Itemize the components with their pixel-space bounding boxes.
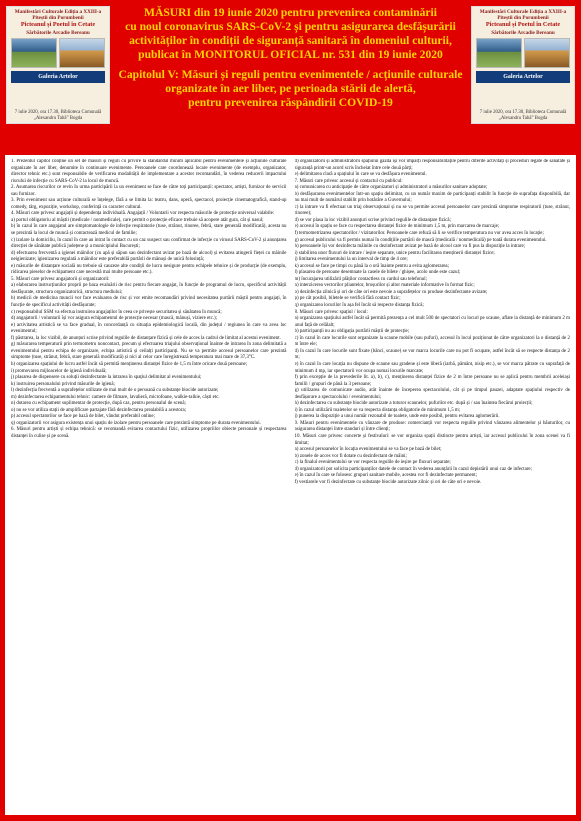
chapter-line: pentru prevenirea răspândirii COVID-19 — [188, 96, 393, 109]
thumbnail-photo — [59, 38, 105, 68]
paragraph: c) izolare la domiciliu, în cazul în care au intrat în contact cu un caz suspect sau confirmat de infecție cu virusul SARS-CoV-2 și anunțarea direcției de sănătate publică județene și a municipiului București; — [11, 237, 287, 250]
thumbnail-subtitle: Sărbătorile Arcadie Bereanu — [26, 30, 90, 36]
paragraph: f) prin excepție de la prevederile lit. a), b), c), menținerea distanței fizice de 2 m între persoane nu se aplică pentru membrii aceleiași familii / grupuri de până la 3 persoane; — [294, 375, 570, 387]
paragraph: n) interzicerea vectorilor pliantelor, broșurilor și altor materiale informative în format fizic; — [294, 283, 475, 289]
paragraph: j) plasarea de dispensere cu soluții dezinfectante la intrarea în spațiul delimitat al evenimentului; — [11, 375, 202, 381]
paragraph: 9. Măsuri pentru evenimentele cu vânzare de produse: comercianții vor respecta regulile privind vânzarea alimentelor și băuturilor, cu asigurarea distanței între standuri și între clienți; — [294, 420, 570, 433]
paragraph: e) accesul în spațiu se face cu respectarea distanței fizice de minimum 1,5 m, prin marcarea de marcaje; — [294, 224, 500, 230]
title-line: cu noul coronavirus SARS-CoV-2 și pentru asigurarea desfășurării — [125, 20, 456, 33]
paragraph: m) încurajarea utilizării plăților contactless cu cardul sau telefonul; — [294, 276, 427, 282]
text-column-left — [11, 159, 287, 811]
thumbnail-title: Picteanul și Poetul în Cetate — [20, 21, 96, 28]
document-header — [118, 6, 463, 110]
title-line: MĂSURI din 19 iunie 2020 pentru prevenirea contaminării — [144, 6, 437, 19]
title-line: activităților în condiții de siguranță sanitară în domeniul culturii, — [129, 34, 452, 47]
paragraph: p) pe cât posibil, biletele se verifică fără contact fizic; — [294, 296, 401, 302]
paragraph: f) termometrizarea spectatorilor / vizitatorilor. Persoanele care refuză să li se verifice temperatura nu vor avea acces în locație; — [294, 231, 544, 237]
paragraph: q) organizatorii vor asigura existența unui spațiu de izolare pentru persoanele care prezintă simptome pe durata evenimentului. — [11, 420, 261, 426]
paragraph: j) punerea la dispoziție a unui număr rezonabil de toalete, unde este posibil, pentru evitarea aglomerării. — [294, 414, 500, 420]
paragraph: l) plasarea de persoane desemnate la casele de bilete / ghișee, acolo unde este cazul; — [294, 270, 461, 276]
paragraph: g) utilizarea de comunicate audio, atât înainte de începerea spectacolului, cât și pe timpul pauzei, adaptate spațiului respectiv de desfășurare a spectacolului / evenimentului; — [294, 388, 570, 400]
paragraph: 6. Măsuri pentru artiști și echipa tehnică: se recomandă evitarea contactului fizic, utilizarea propriilor obiecte personale și respectarea distanței în culise și pe scenă. — [11, 427, 287, 439]
paragraph: e) măsurile de distanțare socială nu trebuie să cauzeze alte condiții de lucru nesigure pentru echipele tehnice și de producție (de exemplu, ridicarea pieselor de echipament care necesită mai multe persoane etc.). — [11, 263, 287, 276]
paragraph: b) desfășurarea evenimentelor într-un spațiu delimitat, cu un număr maxim de participanți stabilit în funcție de suprafața disponibilă, dar nu mai mult de numărul stabilit prin hotărâre a Guvernului; — [294, 191, 570, 204]
thumbnail-images — [7, 36, 109, 68]
paragraph: c) responsabilul SSM va efectua instruirea angajaților în ceea ce privește securitatea și sănătatea în muncă; — [11, 309, 222, 315]
thumbnail-photo — [524, 38, 570, 68]
paragraph: c) la intrare va fi efectuat un triaj observațional și nu se va permite accesul persoanelor care prezintă simptome respiratorii (tuse, strănut, rinoree); — [294, 204, 570, 217]
chapter-line: organizate în aer liber, pe perioada stării de alertă, — [165, 82, 416, 95]
paragraph: d) organizatorii și administratorii spațiului gazdă își vor împărți responsabilitățile pentru diferite activități și proceduri legate de sănătate și siguranță printr-un acord scris încheiat între cele două părți; — [294, 159, 570, 171]
thumbnail-title: Picteanul și Poetul în Cetate — [485, 21, 561, 28]
chapter-line: Capitolul V: Măsuri și reguli pentru evenimentele / acțiunile culturale — [118, 68, 463, 81]
paragraph: 10. Măsuri care privesc concerte și festivaluri: se vor organiza spații distincte pentru artiști, iar accesul publicului în zona scenei va fi limitat; — [294, 433, 570, 446]
paragraph: b) zonele de acces vor fi dotate cu dezinfectant de mâini; — [294, 453, 407, 459]
paragraph: i) stabilirea unor fluxuri de intrare / ieșire separate, unice pentru facilitarea menținerii distanței fizice; — [294, 250, 495, 256]
paragraph: a) portul obligatoriu al măștii (medicale / nonmedicale), care permit o protecție eficace trebuie să acopere atât gura, cât și nasul; — [11, 217, 264, 223]
paragraph: 7. Măsuri care privesc accesul și contactul cu publicul: — [294, 178, 403, 184]
paragraph: e) delimitarea clară a spațiului în care se va desfășura evenimentul. — [294, 172, 427, 178]
paragraph: a) elaborarea instrucțiunilor proprii pe baza evaluării de risc pentru fiecare angajat, în funcție de programul de lucru, specificul activității desfășurate, structura organizatorică, structura mediului; — [11, 283, 287, 295]
paragraph: q) organizarea locurilor în așa fel încât să respecte distanța fizică; — [294, 303, 424, 309]
thumbnail-top-text: Manifestări Culturale Ediția a XXIII-a Piteștii din Porumbenii — [14, 9, 102, 21]
paragraph: b) participanții nu au obligația purtării măștii de protecție; — [294, 329, 410, 335]
paragraph: i) promovarea mijloacelor de igienă individuală; — [11, 368, 107, 374]
paragraph: h) organizarea spațiului de lucru astfel încât să permită menținerea distanței fizice de 1,5 m între oricare două persoane; — [11, 361, 248, 367]
paragraph: h) persoanele își vor dezinfecta mâinile cu dezinfectant avizat pe bază de alcool care va fi pus la dispoziție la intrare; — [294, 244, 526, 250]
paragraph: g) măsurarea temperaturii prin termometru noncontact, precum și efectuarea triajului observațional înainte de intrarea în zona delimitată a evenimentului pentru echipa de organizare, echipa artistică și ceilalți participanți. Nu se va permite accesul persoanelor care prezintă simptome (tuse, strănut, febră, stare generală modificată) și nici al celor care înregistrează temperatura mai mare de 37,3°C. — [11, 342, 287, 361]
paragraph: f) vestiarele vor fi dezinfectate cu substanțe biocide autorizate zilnic și ori de câte ori e nevoie. — [294, 479, 482, 485]
thumbnail-photo — [11, 38, 57, 68]
paragraph: n) dotarea cu echipament suplimentar de protecție, după caz, pentru personalul de scenă; — [11, 401, 186, 407]
poster-thumbnail-left — [6, 6, 110, 124]
paragraph: p) accesul spectatorilor se face pe bază de bilet, vândut preferabil online; — [11, 414, 155, 420]
paragraph: h) dezinfectarea cu substanțe biocide autorizate a tuturor scaunelor, pufurilor etc. după și / sau înaintea fiecărui proiecții; — [294, 401, 533, 407]
paragraph: 8. Măsuri care privesc spațiul / locul: — [294, 309, 368, 315]
paragraph: a) comunicarea cu anticipație de către organizatori și administratori a măsurilor sanitare adoptate; — [294, 185, 488, 191]
paragraph: m) dezinfectarea echipamentului tehnic: camere de filmare, lavalieră, microfoane, walkie-talkie, căști etc. — [11, 394, 220, 400]
paragraph: a) accesul persoanelor în locația evenimentului se va face pe bază de bilet; — [294, 447, 442, 453]
paragraph: f) păstrarea, la loc vizibil, de anunțuri scrise privind regulile de distanțare fizică și cele de acces la cadrul de limitat al acestui eveniment. — [11, 335, 281, 341]
thumbnail-footer: 7 iulie 2020, ora 17.30, Biblioteca Comunală „Alexandru Tabă” Bogda — [479, 110, 567, 121]
paragraph: o) nu se vor utiliza stații de amplificare partajate fără dezinfectarea prealabilă a acestora; — [11, 407, 187, 413]
thumbnail-photo — [476, 38, 522, 68]
title-line: publicat în MONITORUL OFICIAL nr. 531 din 19 iunie 2020 — [138, 48, 443, 61]
paragraph: i) în cazul utilizării toaletelor se va respecta distanța obligatorie de minimum 1,5 m; — [294, 407, 461, 413]
poster-thumbnail-right — [471, 6, 575, 124]
paragraph: 5. Măsuri care privesc angajatorii și organizatorii: — [11, 276, 110, 282]
paragraph: c) la finalul evenimentului se vor respecta regulile de ieșire pe fluxuri separate; — [294, 460, 451, 466]
paragraph: 1. Prezentul capitol conține un set de măsuri și reguli cu privire la standardul minim aplicabil pentru evenimentele și acțiunile culturale organizate în aer liber, denumite în continuare evenimente. Persoanele care coordonează locare evenimente (de exemplu, organizator, director tehnic etc.) sunt responsabile de verificarea modalității de implementare a acestor recomandări, în vederea reducerii impactului riscului de infecție cu SARS-CoV-2 la locul de muncă. — [11, 159, 287, 184]
text-column-right — [295, 159, 571, 811]
paragraph: 2. Asumarea riscurilor ce revin în urma participării la un eveniment se face de către toți participanții: spectator, artiști, furnizor de servicii sau furnizor. — [11, 185, 287, 197]
paragraph: k) instruirea personalului privind măsurile de igienă; — [11, 381, 115, 387]
paragraph: d) organizatorii pot solicita participanților datele de contact în vederea anunțării în cazul depistării unui caz de infectare; — [294, 466, 532, 472]
thumbnail-images — [472, 36, 574, 68]
paragraph: k) accesul se face pe timpi cu până la o oră înainte pentru a evita aglomerarea; — [294, 263, 449, 269]
paragraph: o) dezinfecția zilnică și ori de câte ori este nevoie a suprafețelor cu produse dezinfectante avizate; — [294, 289, 488, 295]
paragraph: e) activitatea artistică se va face gradual, în concordanță cu situația epidemiologică locală, din județul / regiunea în care va avea loc evenimentul; — [11, 322, 287, 335]
paragraph: d) în cazul în care locurile sunt fixate (bănci, scaune) se vor marca locurile care nu pot fi ocupate, astfel încât să se respecte distanța de 2 m; — [294, 348, 570, 361]
paragraph: 4. Măsuri care privesc angajații și dependența individuală. Angajații / Voluntarii vor respecta măsurile de protecție universal valabile: — [11, 211, 275, 217]
paragraph: 3. Prin eveniment sau acțiune culturală se înțelege, fără a se limita la: teatru, dans, operă, spectacol, proiecție cinematografică, stand-up comedy, târg, expoziție, workshop, conferință cu caracter cultural. — [11, 198, 287, 210]
thumbnail-banner: Galeria Artelor — [11, 71, 105, 83]
paragraph: e) în cazul în care se folosesc grupuri sanitare mobile, acestea vor fi dezinfectate permanent; — [294, 473, 477, 479]
thumbnail-banner: Galeria Artelor — [476, 71, 570, 83]
thumbnail-top-text: Manifestări Culturale Ediția a XXIII-a Piteștii din Porumbenii — [479, 9, 567, 21]
paragraph: c) în cazul în care locurile sunt organizate la scaune mobile (sau pufuri), accesul în locul poziționat de către organizatori la o distanță de 2 m între ele; — [294, 335, 570, 348]
thumbnail-footer: 7 iulie 2020, ora 17.30, Biblioteca Comunală „Alexandru Tabă” Bogda — [14, 110, 102, 121]
paragraph: g) accesul publicului va fi permis numai în condițiile purtării de mască (medicală / nonmedicală) pe toată durata evenimentului. — [294, 237, 547, 243]
thumbnail-subtitle: Sărbătorile Arcadie Bereanu — [491, 30, 555, 36]
paragraph: d) efectuarea frecventă a igienei mâinilor (cu apă și săpun sau dezinfectant avizat pe bază de alcool) și evitarea atingerii fieței cu mâinile neigienizate; igienizarea regulată a mâinilor este preferabilă purtării de mănuși de unică folosință; — [11, 250, 287, 263]
paragraph: j) limitarea evenimentului la un interval de timp de 4 ore; — [294, 257, 408, 263]
document-body — [5, 155, 576, 815]
paragraph: b) în cazul în care angajatul are simptomatologie de infecție respiratorie (tuse, strănut, rinoree, febră, stare generală modificată), acesta nu se prezintă la locul de muncă și contactează medicul de familie; — [11, 224, 287, 237]
paragraph: b) medicii de medicina muncii vor face evaluarea de risc și vor emite recomandări privind necesitatea purtării măștii pentru angajați, în funcție de specificul activității desfășurate; — [11, 296, 287, 309]
paragraph: d) angajatorii / voluntarii își vor asigura echipamentul de protecție necesar (mască, mănuși, viziere etc.); — [11, 316, 218, 322]
paragraph: l) dezinfecția frecventă a suprafețelor utilizate de mai mult de o persoană cu substanțe biocide autorizate; — [11, 388, 219, 394]
chapter-heading — [118, 68, 463, 110]
paragraph: e) în cazul în care locația nu dispune de scaune sau gradene și este liberă (iarbă, pământ, nisip etc.), se vor marca pătrate cu suprafață de minimum 4 mp, iar spectatorii vor ocupa numai locurile marcate; — [294, 361, 570, 374]
paragraph: a) organizarea spațiului astfel încât să permită prezența a cel mult 500 de spectatori cu locuri pe scaune, aflate la distanță de minimum 2 m unul față de celălalt; — [294, 316, 570, 328]
paragraph: d) se vor plasa la loc vizibil anunțuri scrise privind regulile de distanțare fizică; — [294, 217, 451, 223]
